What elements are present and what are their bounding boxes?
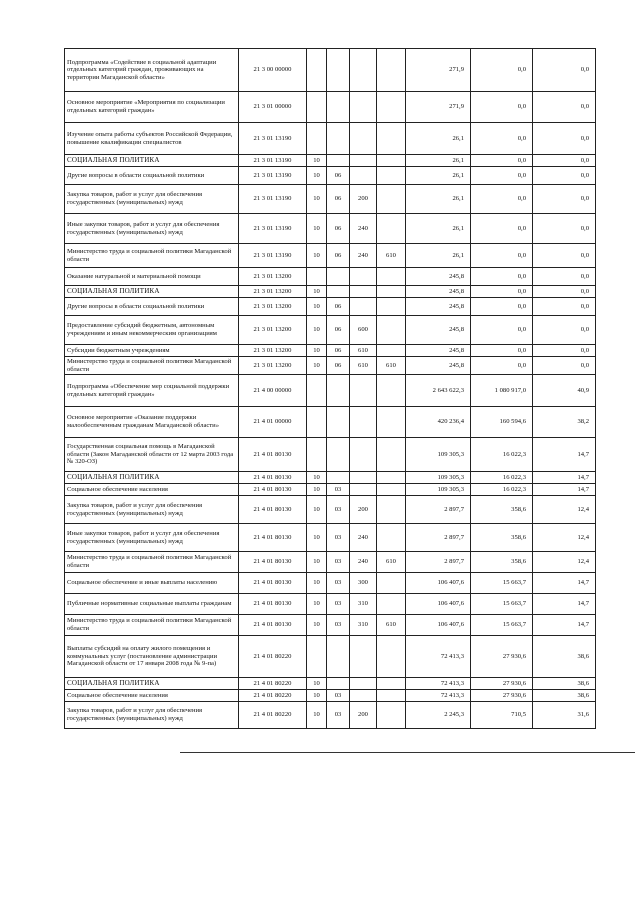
- cell-planned: 245,8: [406, 268, 471, 286]
- cell-name: Министерство труда и социальной политики Магаданской области: [65, 615, 239, 636]
- cell-section: 10: [307, 472, 327, 484]
- cell-expense-type: [350, 375, 377, 407]
- table-row: [65, 573, 596, 594]
- cell-executed: 0,0: [471, 167, 533, 185]
- cell-name: Подпрограмма «Обеспечение мер социальной поддержки отдельных категорий граждан»: [65, 375, 239, 407]
- cell-name: Другие вопросы в области социальной политики: [65, 298, 239, 316]
- cell-section: 10: [307, 690, 327, 702]
- cell-administrator: [377, 594, 406, 615]
- cell-executed: 27 930,6: [471, 636, 533, 678]
- cell-administrator: [377, 185, 406, 214]
- cell-percent: 0,0: [533, 345, 596, 357]
- cell-expense-type: [350, 472, 377, 484]
- cell-target-article: 21 4 01 80130: [239, 594, 307, 615]
- cell-section: [307, 636, 327, 678]
- cell-planned: 271,9: [406, 92, 471, 123]
- cell-planned: 26,1: [406, 155, 471, 167]
- table-row: [65, 92, 596, 123]
- cell-administrator: [377, 702, 406, 729]
- cell-name: Основное мероприятие «Мероприятия по социализации отдельных категорий граждан»: [65, 92, 239, 123]
- cell-name: Государственная социальная помощь в Магаданской области (Закон Магаданской области от 12 марта 2003 года № 320-ОЗ): [65, 438, 239, 472]
- cell-name: Субсидии бюджетным учреждениям: [65, 345, 239, 357]
- cell-subsection: 06: [327, 298, 350, 316]
- cell-subsection: [327, 286, 350, 298]
- cell-section: [307, 92, 327, 123]
- cell-expense-type: 600: [350, 316, 377, 345]
- cell-planned: 26,1: [406, 123, 471, 155]
- cell-percent: 0,0: [533, 49, 596, 92]
- cell-planned: 2 643 622,3: [406, 375, 471, 407]
- cell-expense-type: 610: [350, 357, 377, 375]
- cell-planned: 2 897,7: [406, 524, 471, 552]
- table-row: [65, 484, 596, 496]
- cell-percent: 14,7: [533, 615, 596, 636]
- table-body: [65, 49, 596, 729]
- cell-section: 10: [307, 214, 327, 244]
- cell-target-article: 21 3 01 00000: [239, 92, 307, 123]
- table-row: [65, 552, 596, 573]
- table-row: [65, 49, 596, 92]
- cell-percent: 0,0: [533, 123, 596, 155]
- cell-administrator: 610: [377, 244, 406, 268]
- cell-planned: 72 413,3: [406, 678, 471, 690]
- cell-target-article: 21 4 01 80130: [239, 552, 307, 573]
- cell-section: [307, 407, 327, 438]
- table-row: [65, 594, 596, 615]
- table-row: [65, 407, 596, 438]
- cell-planned: 26,1: [406, 167, 471, 185]
- table-row: [65, 690, 596, 702]
- cell-administrator: [377, 496, 406, 524]
- cell-administrator: [377, 345, 406, 357]
- cell-subsection: 03: [327, 690, 350, 702]
- cell-planned: 106 407,6: [406, 594, 471, 615]
- budget-table: [64, 48, 596, 729]
- cell-planned: 26,1: [406, 214, 471, 244]
- cell-percent: 38,2: [533, 407, 596, 438]
- cell-percent: 38,6: [533, 678, 596, 690]
- cell-name: Министерство труда и социальной политики Магаданской области: [65, 357, 239, 375]
- cell-administrator: 610: [377, 552, 406, 573]
- cell-section: 10: [307, 594, 327, 615]
- cell-name: СОЦИАЛЬНАЯ ПОЛИТИКА: [65, 678, 239, 690]
- cell-target-article: 21 4 01 80130: [239, 484, 307, 496]
- cell-executed: 710,5: [471, 702, 533, 729]
- cell-percent: 31,6: [533, 702, 596, 729]
- cell-name: СОЦИАЛЬНАЯ ПОЛИТИКА: [65, 472, 239, 484]
- cell-expense-type: [350, 636, 377, 678]
- cell-section: 10: [307, 496, 327, 524]
- cell-name: Оказание натуральной и материальной помощи: [65, 268, 239, 286]
- cell-executed: 0,0: [471, 298, 533, 316]
- cell-subsection: 03: [327, 484, 350, 496]
- cell-executed: 16 022,3: [471, 438, 533, 472]
- cell-target-article: 21 4 01 80130: [239, 496, 307, 524]
- cell-name: Социальное обеспечение и иные выплаты населению: [65, 573, 239, 594]
- cell-subsection: 03: [327, 552, 350, 573]
- cell-executed: 160 594,6: [471, 407, 533, 438]
- cell-expense-type: [350, 690, 377, 702]
- cell-expense-type: [350, 407, 377, 438]
- cell-executed: 0,0: [471, 92, 533, 123]
- cell-percent: 0,0: [533, 244, 596, 268]
- cell-target-article: 21 3 01 13190: [239, 155, 307, 167]
- cell-administrator: [377, 524, 406, 552]
- table-row: [65, 123, 596, 155]
- cell-planned: 2 245,3: [406, 702, 471, 729]
- cell-target-article: 21 4 01 80130: [239, 573, 307, 594]
- table-row: [65, 438, 596, 472]
- cell-percent: 0,0: [533, 268, 596, 286]
- cell-expense-type: 310: [350, 594, 377, 615]
- cell-section: [307, 375, 327, 407]
- cell-subsection: 03: [327, 573, 350, 594]
- table-row: [65, 496, 596, 524]
- cell-planned: 26,1: [406, 185, 471, 214]
- cell-name: Социальное обеспечение населения: [65, 484, 239, 496]
- cell-section: 10: [307, 573, 327, 594]
- cell-name: Закупка товаров, работ и услуг для обеспечения государственных (муниципальных) нужд: [65, 496, 239, 524]
- cell-section: 10: [307, 678, 327, 690]
- cell-planned: 245,8: [406, 345, 471, 357]
- table-row: [65, 214, 596, 244]
- cell-name: СОЦИАЛЬНАЯ ПОЛИТИКА: [65, 286, 239, 298]
- cell-section: 10: [307, 615, 327, 636]
- cell-expense-type: 310: [350, 615, 377, 636]
- cell-executed: 0,0: [471, 268, 533, 286]
- table-row: [65, 244, 596, 268]
- cell-executed: 0,0: [471, 316, 533, 345]
- cell-percent: 14,7: [533, 472, 596, 484]
- cell-subsection: 03: [327, 615, 350, 636]
- cell-expense-type: 610: [350, 345, 377, 357]
- table-row: [65, 615, 596, 636]
- cell-executed: 358,6: [471, 496, 533, 524]
- cell-administrator: [377, 92, 406, 123]
- cell-subsection: [327, 123, 350, 155]
- cell-section: 10: [307, 244, 327, 268]
- cell-administrator: 610: [377, 615, 406, 636]
- cell-expense-type: [350, 49, 377, 92]
- cell-percent: 14,7: [533, 484, 596, 496]
- table-row: [65, 167, 596, 185]
- cell-target-article: 21 3 01 13190: [239, 185, 307, 214]
- cell-planned: 109 305,3: [406, 472, 471, 484]
- cell-expense-type: [350, 155, 377, 167]
- cell-subsection: [327, 636, 350, 678]
- table-row: [65, 702, 596, 729]
- cell-administrator: [377, 407, 406, 438]
- cell-planned: 2 897,7: [406, 496, 471, 524]
- cell-name: Иные закупки товаров, работ и услуг для обеспечения государственных (муниципальных) нужд: [65, 214, 239, 244]
- cell-target-article: 21 4 01 00000: [239, 407, 307, 438]
- cell-section: [307, 268, 327, 286]
- cell-expense-type: 200: [350, 185, 377, 214]
- table-row: [65, 636, 596, 678]
- cell-target-article: 21 4 01 80220: [239, 690, 307, 702]
- cell-percent: 38,6: [533, 690, 596, 702]
- cell-subsection: 06: [327, 185, 350, 214]
- cell-planned: 72 413,3: [406, 636, 471, 678]
- cell-percent: 0,0: [533, 316, 596, 345]
- cell-administrator: [377, 167, 406, 185]
- cell-percent: 0,0: [533, 214, 596, 244]
- cell-executed: 358,6: [471, 552, 533, 573]
- cell-name: Подпрограмма «Содействие в социальной адаптации отдельных категорий граждан, проживающих на территории Магаданской области»: [65, 49, 239, 92]
- cell-target-article: 21 4 01 80130: [239, 615, 307, 636]
- cell-percent: 38,6: [533, 636, 596, 678]
- cell-executed: 1 080 917,0: [471, 375, 533, 407]
- cell-expense-type: 200: [350, 702, 377, 729]
- cell-target-article: 21 3 01 13190: [239, 214, 307, 244]
- cell-target-article: 21 3 01 13200: [239, 268, 307, 286]
- cell-subsection: 06: [327, 167, 350, 185]
- cell-section: 10: [307, 484, 327, 496]
- cell-executed: 358,6: [471, 524, 533, 552]
- cell-name: Предоставление субсидий бюджетным, автономным учреждениям и иным некоммерческим организациям: [65, 316, 239, 345]
- cell-administrator: [377, 636, 406, 678]
- cell-subsection: 03: [327, 496, 350, 524]
- cell-administrator: [377, 49, 406, 92]
- cell-section: [307, 49, 327, 92]
- cell-section: 10: [307, 357, 327, 375]
- cell-planned: 245,8: [406, 316, 471, 345]
- cell-subsection: 03: [327, 594, 350, 615]
- cell-executed: 0,0: [471, 357, 533, 375]
- cell-name: Публичные нормативные социальные выплаты гражданам: [65, 594, 239, 615]
- cell-name: Закупка товаров, работ и услуг для обеспечения государственных (муниципальных) нужд: [65, 702, 239, 729]
- cell-executed: 15 663,7: [471, 615, 533, 636]
- cell-expense-type: 240: [350, 214, 377, 244]
- cell-planned: 106 407,6: [406, 573, 471, 594]
- cell-subsection: 06: [327, 345, 350, 357]
- cell-section: 10: [307, 345, 327, 357]
- bottom-rule: [180, 752, 635, 753]
- table-row: [65, 472, 596, 484]
- cell-subsection: [327, 155, 350, 167]
- cell-executed: 0,0: [471, 123, 533, 155]
- cell-percent: 12,4: [533, 524, 596, 552]
- cell-planned: 106 407,6: [406, 615, 471, 636]
- cell-name: Основное мероприятие «Оказание поддержки малообеспеченным гражданам Магаданской области»: [65, 407, 239, 438]
- cell-percent: 40,9: [533, 375, 596, 407]
- table-row: [65, 185, 596, 214]
- cell-executed: 0,0: [471, 345, 533, 357]
- cell-target-article: 21 4 01 80130: [239, 438, 307, 472]
- cell-target-article: 21 4 01 80130: [239, 472, 307, 484]
- cell-subsection: [327, 438, 350, 472]
- cell-percent: 12,4: [533, 496, 596, 524]
- cell-section: 10: [307, 155, 327, 167]
- cell-subsection: [327, 268, 350, 286]
- cell-administrator: [377, 484, 406, 496]
- cell-planned: 2 897,7: [406, 552, 471, 573]
- table-row: [65, 298, 596, 316]
- cell-target-article: 21 3 00 00000: [239, 49, 307, 92]
- cell-percent: 0,0: [533, 185, 596, 214]
- table-row: [65, 357, 596, 375]
- cell-expense-type: [350, 298, 377, 316]
- cell-administrator: [377, 155, 406, 167]
- cell-target-article: 21 4 01 80220: [239, 636, 307, 678]
- cell-percent: 0,0: [533, 155, 596, 167]
- cell-subsection: [327, 472, 350, 484]
- cell-name: Иные закупки товаров, работ и услуг для обеспечения государственных (муниципальных) нужд: [65, 524, 239, 552]
- cell-expense-type: [350, 268, 377, 286]
- table-row: [65, 524, 596, 552]
- cell-executed: 0,0: [471, 155, 533, 167]
- cell-planned: 420 236,4: [406, 407, 471, 438]
- cell-subsection: 03: [327, 702, 350, 729]
- cell-executed: 0,0: [471, 286, 533, 298]
- cell-administrator: [377, 268, 406, 286]
- cell-name: Министерство труда и социальной политики Магаданской области: [65, 244, 239, 268]
- cell-section: 10: [307, 524, 327, 552]
- cell-expense-type: 240: [350, 244, 377, 268]
- table-row: [65, 375, 596, 407]
- cell-target-article: 21 3 01 13200: [239, 345, 307, 357]
- cell-subsection: 06: [327, 357, 350, 375]
- cell-section: 10: [307, 167, 327, 185]
- table-row: [65, 268, 596, 286]
- cell-executed: 0,0: [471, 49, 533, 92]
- cell-administrator: [377, 573, 406, 594]
- cell-administrator: [377, 690, 406, 702]
- cell-subsection: [327, 678, 350, 690]
- cell-target-article: 21 4 01 80130: [239, 524, 307, 552]
- cell-administrator: [377, 123, 406, 155]
- cell-planned: 26,1: [406, 244, 471, 268]
- cell-administrator: [377, 286, 406, 298]
- cell-name: Другие вопросы в области социальной политики: [65, 167, 239, 185]
- cell-subsection: 06: [327, 214, 350, 244]
- cell-expense-type: [350, 123, 377, 155]
- cell-expense-type: 240: [350, 552, 377, 573]
- cell-executed: 0,0: [471, 214, 533, 244]
- cell-target-article: 21 3 01 13190: [239, 123, 307, 155]
- cell-expense-type: 200: [350, 496, 377, 524]
- cell-section: [307, 123, 327, 155]
- cell-executed: 16 022,3: [471, 484, 533, 496]
- cell-administrator: [377, 472, 406, 484]
- cell-name: Министерство труда и социальной политики Магаданской области: [65, 552, 239, 573]
- cell-planned: 109 305,3: [406, 438, 471, 472]
- cell-subsection: [327, 375, 350, 407]
- cell-administrator: [377, 316, 406, 345]
- cell-expense-type: 240: [350, 524, 377, 552]
- cell-administrator: [377, 214, 406, 244]
- cell-subsection: [327, 407, 350, 438]
- cell-planned: 72 413,3: [406, 690, 471, 702]
- cell-percent: 0,0: [533, 286, 596, 298]
- cell-percent: 12,4: [533, 552, 596, 573]
- cell-executed: 0,0: [471, 185, 533, 214]
- cell-subsection: [327, 49, 350, 92]
- cell-expense-type: 300: [350, 573, 377, 594]
- cell-administrator: 610: [377, 357, 406, 375]
- cell-target-article: 21 3 01 13190: [239, 167, 307, 185]
- cell-name: Выплаты субсидий на оплату жилого помещения и коммунальных услуг (постановление администрации Магаданской области от 17 января 2008 года № 9-па): [65, 636, 239, 678]
- cell-section: 10: [307, 702, 327, 729]
- cell-planned: 109 305,3: [406, 484, 471, 496]
- cell-administrator: [377, 375, 406, 407]
- cell-target-article: 21 3 01 13200: [239, 298, 307, 316]
- table-row: [65, 345, 596, 357]
- cell-administrator: [377, 438, 406, 472]
- cell-percent: 14,7: [533, 573, 596, 594]
- cell-executed: 16 022,3: [471, 472, 533, 484]
- cell-section: 10: [307, 316, 327, 345]
- cell-target-article: 21 3 01 13200: [239, 316, 307, 345]
- cell-subsection: 06: [327, 244, 350, 268]
- cell-name: Закупка товаров, работ и услуг для обеспечения государственных (муниципальных) нужд: [65, 185, 239, 214]
- cell-percent: 0,0: [533, 167, 596, 185]
- cell-planned: 245,8: [406, 298, 471, 316]
- cell-section: 10: [307, 286, 327, 298]
- table-row: [65, 316, 596, 345]
- cell-planned: 245,8: [406, 357, 471, 375]
- cell-percent: 14,7: [533, 594, 596, 615]
- cell-target-article: 21 4 01 80220: [239, 678, 307, 690]
- cell-executed: 27 930,6: [471, 690, 533, 702]
- cell-section: 10: [307, 552, 327, 573]
- cell-executed: 15 663,7: [471, 573, 533, 594]
- cell-expense-type: [350, 167, 377, 185]
- table-row: [65, 678, 596, 690]
- cell-name: СОЦИАЛЬНАЯ ПОЛИТИКА: [65, 155, 239, 167]
- cell-executed: 27 930,6: [471, 678, 533, 690]
- cell-expense-type: [350, 92, 377, 123]
- cell-expense-type: [350, 438, 377, 472]
- cell-name: Изучение опыта работы субъектов Российской Федерации, повышение квалификации специалистов: [65, 123, 239, 155]
- cell-expense-type: [350, 286, 377, 298]
- cell-target-article: 21 4 01 80220: [239, 702, 307, 729]
- cell-percent: 14,7: [533, 438, 596, 472]
- cell-subsection: [327, 92, 350, 123]
- cell-executed: 15 663,7: [471, 594, 533, 615]
- cell-name: Социальное обеспечение населения: [65, 690, 239, 702]
- cell-expense-type: [350, 484, 377, 496]
- cell-expense-type: [350, 678, 377, 690]
- cell-percent: 0,0: [533, 357, 596, 375]
- cell-section: 10: [307, 185, 327, 214]
- cell-target-article: 21 3 01 13200: [239, 357, 307, 375]
- cell-section: [307, 438, 327, 472]
- cell-planned: 271,9: [406, 49, 471, 92]
- cell-target-article: 21 3 01 13190: [239, 244, 307, 268]
- cell-subsection: 03: [327, 524, 350, 552]
- table-row: [65, 155, 596, 167]
- cell-percent: 0,0: [533, 298, 596, 316]
- cell-administrator: [377, 298, 406, 316]
- cell-subsection: 06: [327, 316, 350, 345]
- cell-executed: 0,0: [471, 244, 533, 268]
- cell-target-article: 21 3 01 13200: [239, 286, 307, 298]
- cell-planned: 245,8: [406, 286, 471, 298]
- table-row: [65, 286, 596, 298]
- cell-administrator: [377, 678, 406, 690]
- cell-target-article: 21 4 00 00000: [239, 375, 307, 407]
- cell-percent: 0,0: [533, 92, 596, 123]
- cell-section: 10: [307, 298, 327, 316]
